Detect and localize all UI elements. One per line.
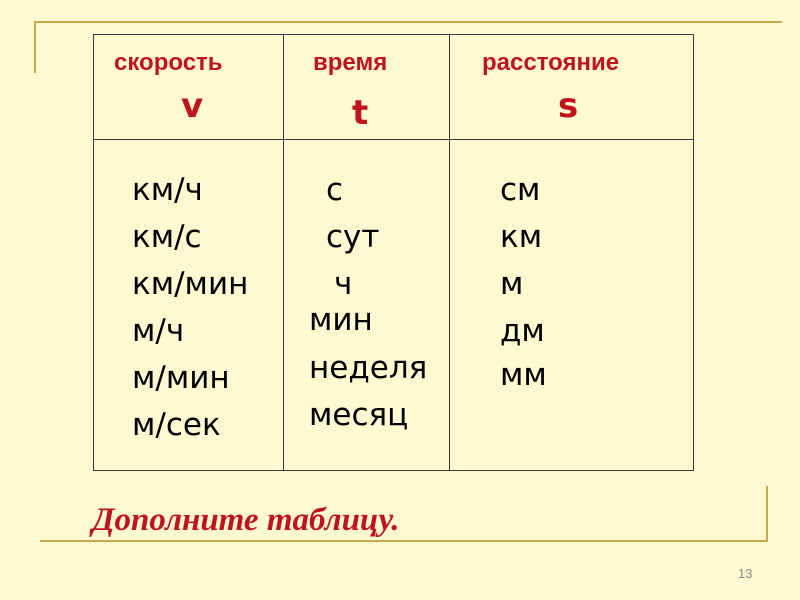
speed-unit: км/ч [132,172,203,208]
time-unit: с [326,172,344,208]
instruction-caption: Дополните таблицу. [92,502,400,538]
header-speed-symbol: v [181,86,204,126]
speed-unit: км/мин [132,266,249,302]
distance-unit: дм [500,313,545,349]
decorative-frame-right [766,486,768,542]
header-distance-symbol: s [558,86,579,126]
time-unit: ч [334,266,353,302]
header-time-label: время [313,49,388,76]
distance-unit: см [500,172,541,208]
column-divider [283,35,284,470]
units-table [93,34,694,471]
header-distance-label: расстояние [482,49,620,76]
time-unit: сут [326,219,380,255]
slide-number: 13 [738,566,753,581]
header-time-symbol: t [352,93,369,133]
speed-unit: м/сек [132,407,221,443]
speed-unit: м/мин [132,360,230,396]
time-unit: неделя [309,350,428,386]
distance-unit: км [500,219,543,255]
column-divider [449,35,450,470]
decorative-frame-left [34,21,36,73]
time-unit: мин [309,302,373,338]
header-divider [94,139,693,140]
speed-unit: км/с [132,219,202,255]
distance-unit: мм [500,357,547,393]
time-unit: месяц [309,397,409,433]
decorative-frame-bottom [40,540,766,542]
decorative-frame-top [34,21,782,23]
distance-unit: м [500,266,524,302]
speed-unit: м/ч [132,313,185,349]
header-speed-label: скорость [114,49,223,76]
